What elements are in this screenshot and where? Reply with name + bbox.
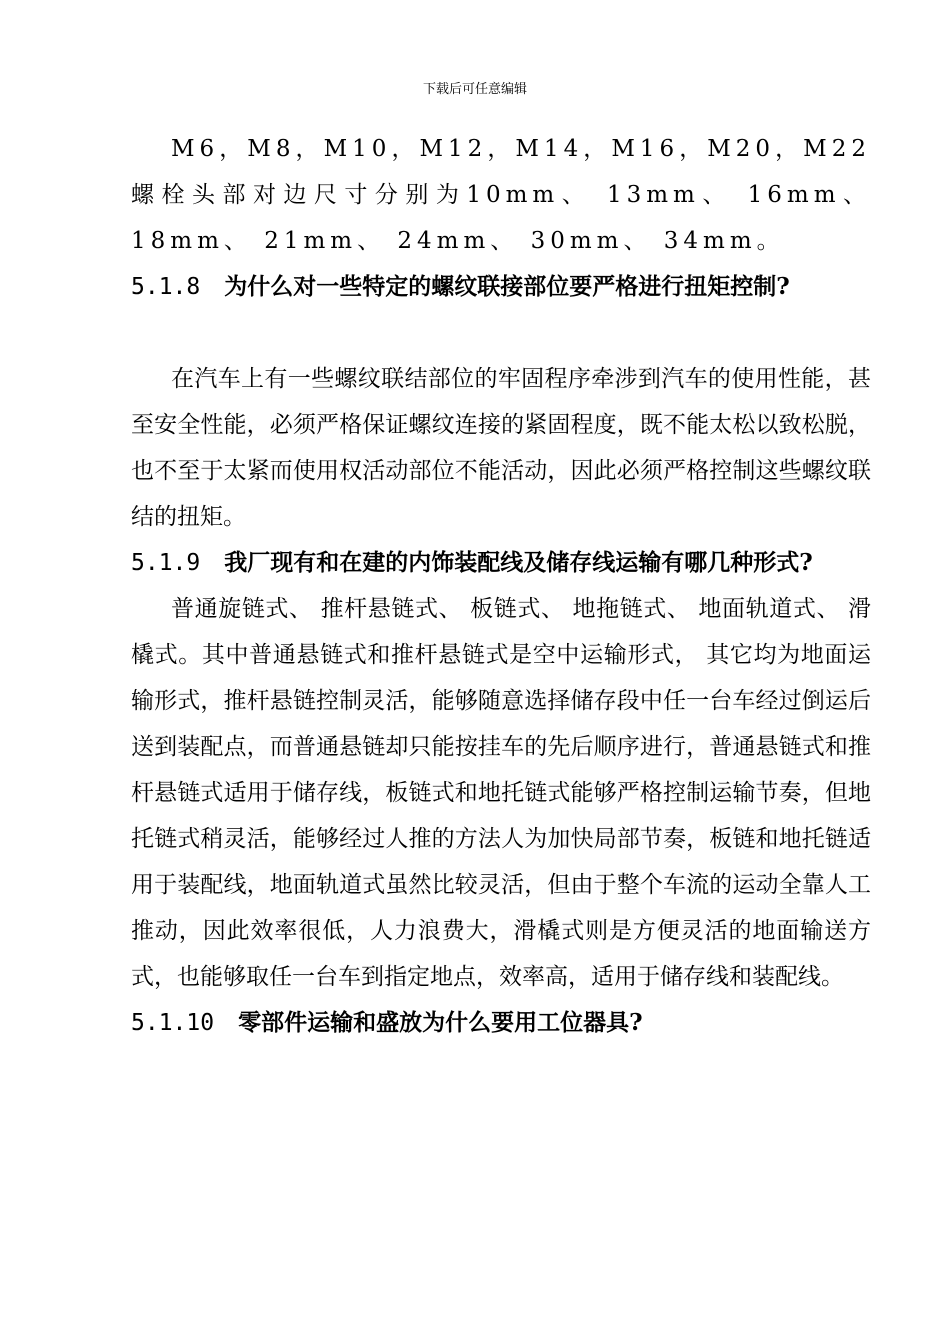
paragraph-torque-control: 在汽车上有一些螺纹联结部位的牢固程序牵涉到汽车的使用性能，甚至安全性能，必须严格保证螺纹连接的紧固程度，既不能太松以致松脱，也不至于太紧而使用权活动部位不能活动，因此必须严格控制这些螺纹联结的扭矩。 — [131, 366, 871, 530]
section-number: 5.1.8 — [131, 274, 201, 300]
section-title: 为什么对一些特定的螺纹联接部位要严格进行扭矩控制? — [224, 273, 790, 300]
page-header: 下载后可任意编辑 — [422, 82, 527, 97]
section-heading-5-1-9 — [131, 540, 871, 586]
section-number: 5.1.9 — [131, 550, 201, 576]
document-body — [131, 126, 871, 1046]
blank-line — [131, 310, 871, 356]
section-heading-5-1-8 — [131, 264, 871, 310]
section-title: 我厂现有和在建的内饰装配线及储存线运输有哪几种形式? — [224, 549, 813, 576]
paragraph-conveyor-types: 普通旋链式、 推杆悬链式、 板链式、 地拖链式、 地面轨道式、 滑橇式。其中普通悬链式和推杆悬链式是空中运输形式， 其它均为地面运输形式，推杆悬链控制灵活，能够随意选择储存段中任一台车经过倒运后送到装配点，而普通悬链却只能按挂车的先后顺序进行，普通悬链式和推杆悬链式适用于储存线，板链式和地托链式能够严格控制运输节奏，但地托链式稍灵活，能够经过人推的方法人为加快局部节奏，板链和地托链适用于装配线，地面轨道式虽然比较灵活，但由于整个车流的运动全靠人工推动，因此效率很低，人力浪费大，滑橇式则是方便灵活的地面输送方式，也能够取任一台车到指定地点，效率高，适用于储存线和装配线。 — [131, 596, 871, 990]
section-heading-5-1-10 — [131, 1000, 871, 1046]
section-number: 5.1.10 — [131, 1010, 215, 1036]
section-title: 零部件运输和盛放为什么要用工位器具? — [238, 1009, 643, 1036]
paragraph-bolt-sizes: M6，M8，M10，M12，M14，M16，M20，M22螺栓头部对边尺寸分别为10mm、 13mm、 16mm、 18mm、 21mm、 24mm、 30mm、 34mm。 — [131, 136, 871, 254]
